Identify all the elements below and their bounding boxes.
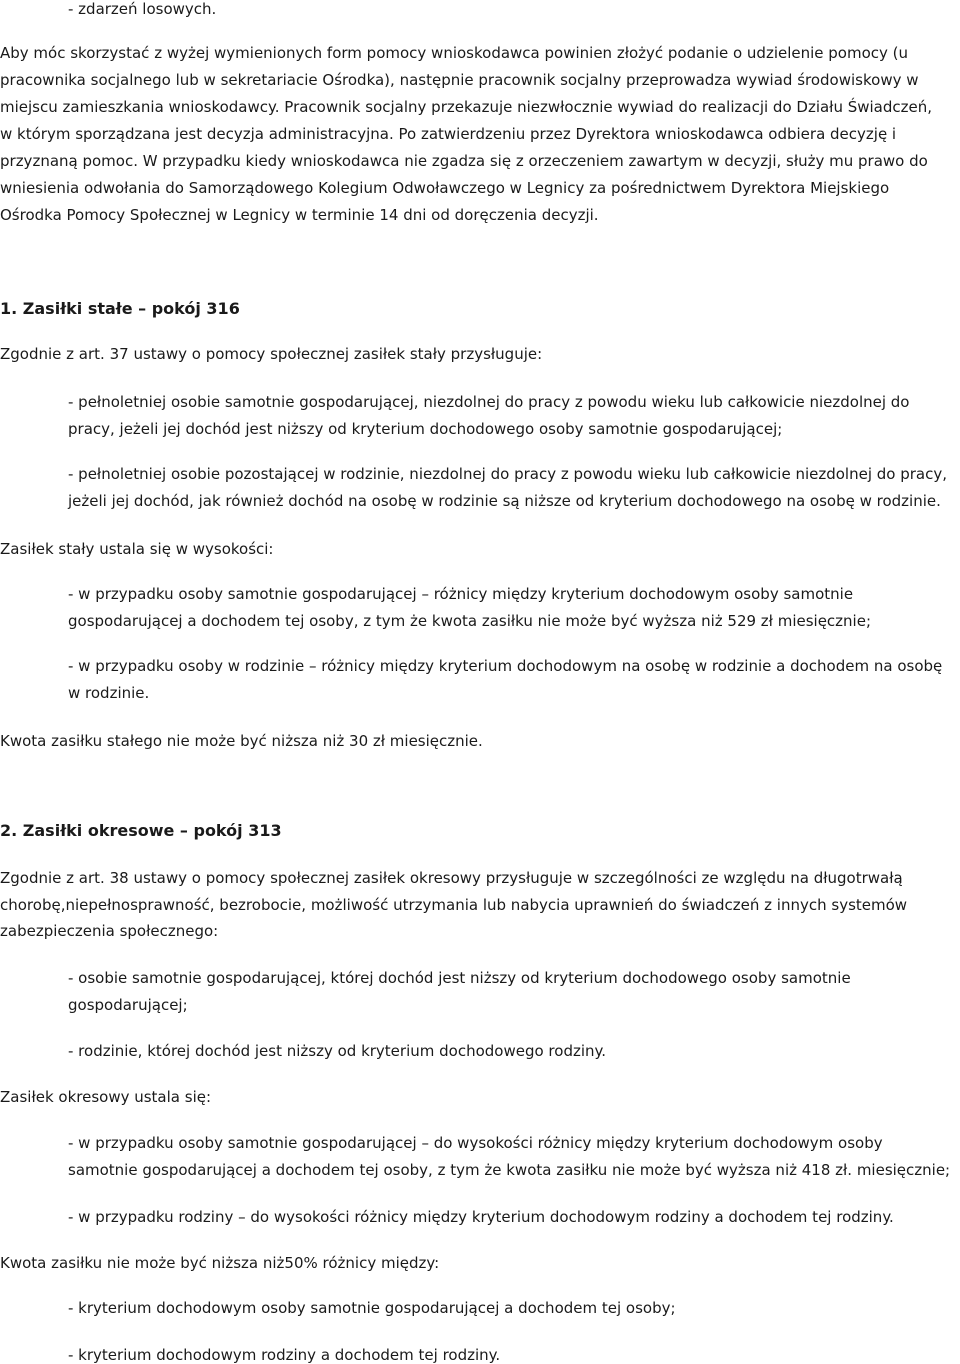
- intro-tail: - zdarzeń losowych.: [68, 0, 217, 18]
- paragraph-line: przyznaną pomoc. W przypadku kiedy wnioskodawca nie zgadza się z orzeczeniem zawartym w decyzji, służy mu prawo do: [0, 152, 928, 170]
- section-heading: 1. Zasiłki stałe – pokój 316: [0, 299, 240, 318]
- list-item-line: pracy, jeżeli jej dochód jest niższy od kryterium dochodowego osoby samotnie gospodarującej;: [68, 420, 783, 438]
- paragraph-line: Ośrodka Pomocy Społecznej w Legnicy w terminie 14 dni od doręczenia decyzji.: [0, 206, 599, 224]
- list-item-line: w rodzinie.: [68, 684, 150, 702]
- list-item: - w przypadku rodziny – do wysokości różnicy między kryterium dochodowym rodziny a dochodem tej rodziny.: [68, 1208, 894, 1226]
- list-item-line: gospodarującej a dochodem tej osoby, z tym że kwota zasiłku nie może być wyższa niż 529 zł miesięcznie;: [68, 612, 871, 630]
- list-item-line: - pełnoletniej osobie pozostającej w rodzinie, niezdolnej do pracy z powodu wieku lub całkowicie niezdolnej do pracy,: [68, 465, 948, 483]
- list-item: - rodzinie, której dochód jest niższy od kryterium dochodowego rodziny.: [68, 1042, 607, 1060]
- amount-intro: Zasiłek stały ustala się w wysokości:: [0, 540, 274, 558]
- list-item-line: - w przypadku osoby samotnie gospodarującej – różnicy między kryterium dochodowym osoby samotnie: [68, 585, 854, 603]
- paragraph-line: wniesienia odwołania do Samorządowego Kolegium Odwoławczego w Legnicy za pośrednictwem Dyrektora Miejskiego: [0, 179, 890, 197]
- minimum-amount: Kwota zasiłku stałego nie może być niższa niż 30 zł miesięcznie.: [0, 732, 483, 750]
- paragraph-line: Zgodnie z art. 38 ustawy o pomocy społecznej zasiłek okresowy przysługuje w szczególności ze względu na długotrwałą: [0, 869, 903, 887]
- section-heading: 2. Zasiłki okresowe – pokój 313: [0, 821, 282, 840]
- paragraph-line: pracownika socjalnego lub w sekretariacie Ośrodka), następnie pracownik socjalny przeprowadza wywiad środowiskowy w: [0, 71, 919, 89]
- paragraph-line: chorobę,niepełnosprawność, bezrobocie, możliwość utrzymania lub nabycia uprawnień do świadczeń z innych systemów: [0, 896, 908, 914]
- list-item-line: gospodarującej;: [68, 996, 188, 1014]
- amount-intro: Zasiłek okresowy ustala się:: [0, 1088, 212, 1106]
- paragraph-line: zabezpieczenia społecznego:: [0, 922, 219, 940]
- list-item: - kryterium dochodowym osoby samotnie gospodarującej a dochodem tej osoby;: [68, 1299, 676, 1317]
- list-item-line: - pełnoletniej osobie samotnie gospodarującej, niezdolnej do pracy z powodu wieku lub całkowicie niezdolnej do: [68, 393, 910, 411]
- paragraph-line: Aby móc skorzystać z wyżej wymienionych form pomocy wnioskodawca powinien złożyć podanie o udzielenie pomocy (u: [0, 44, 909, 62]
- list-item: - kryterium dochodowym rodziny a dochodem tej rodziny.: [68, 1346, 501, 1364]
- list-item-line: samotnie gospodarującej a dochodem tej osoby, z tym że kwota zasiłku nie może być wyższa niż 418 zł. miesięcznie;: [68, 1161, 951, 1179]
- list-item-line: jeżeli jej dochód, jak również dochód na osobę w rodzinie są niższe od kryterium dochodowego na osobę w rodzinie.: [68, 492, 941, 510]
- minimum-intro: Kwota zasiłku nie może być niższa niż50% różnicy między:: [0, 1254, 440, 1272]
- list-item-line: - w przypadku osoby w rodzinie – różnicy między kryterium dochodowym na osobę w rodzinie a dochodem na osobę: [68, 657, 943, 675]
- list-item-line: - osobie samotnie gospodarującej, której dochód jest niższy od kryterium dochodowego osoby samotnie: [68, 969, 851, 987]
- paragraph-line: w którym sporządzana jest decyzja administracyjna. Po zatwierdzeniu przez Dyrektora wnioskodawca odbiera decyzję i: [0, 125, 897, 143]
- list-item-line: - w przypadku osoby samotnie gospodarującej – do wysokości różnicy między kryterium dochodowym osoby: [68, 1134, 883, 1152]
- paragraph-line: miejscu zamieszkania wnioskodawcy. Pracownik socjalny przekazuje niezwłocznie wywiad do realizacji do Działu Świadczeń,: [0, 98, 933, 116]
- section-intro: Zgodnie z art. 37 ustawy o pomocy społecznej zasiłek stały przysługuje:: [0, 345, 543, 363]
